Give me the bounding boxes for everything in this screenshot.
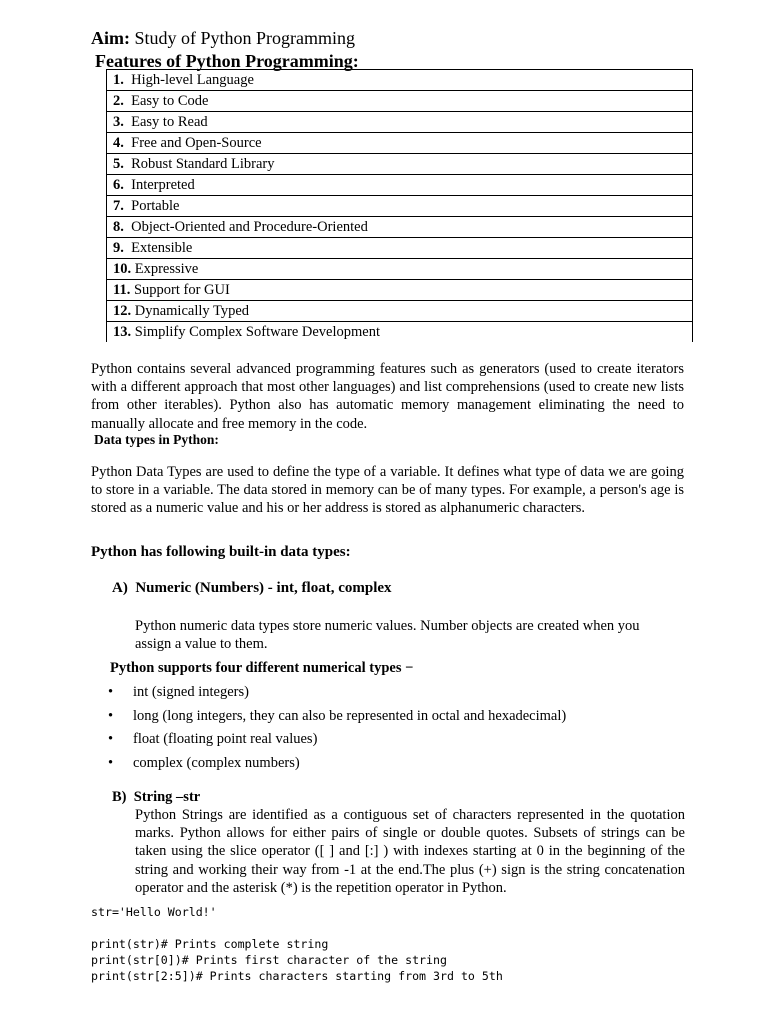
- feature-num: 9.: [113, 240, 124, 256]
- feature-cell: [107, 238, 693, 259]
- section-b-text: Python Strings are identified as a contiguous set of characters represented in the quotation marks. Python allows for either pairs of single or double quotes. Subsets of strings can be taken using the slice operator ([ ] and [:] ) with indexes starting at 0 in the beginning of the string and working their way from -1 at the end.The plus (+) sign is the string concatenation operator and the asterisk (*) is the repetition operator in Python.: [135, 807, 685, 896]
- feature-num: 10.: [113, 261, 132, 277]
- feature-cell: [107, 70, 693, 91]
- table-row: [107, 259, 693, 280]
- feature-text: Dynamically Typed: [134, 303, 250, 319]
- numerical-types-list: [108, 683, 566, 777]
- section-a-title: A) Numeric (Numbers) - int, float, complex: [112, 580, 392, 596]
- table-row: [107, 133, 693, 154]
- aim-line: [91, 28, 355, 49]
- feature-cell: [107, 175, 693, 196]
- code-line-3: print(str[0])# Prints first character of the string: [91, 953, 447, 967]
- feature-text: High-level Language: [131, 72, 254, 88]
- feature-num: 8.: [113, 219, 124, 235]
- feature-num: 4.: [113, 135, 124, 151]
- feature-cell: [107, 280, 693, 301]
- feature-text: Robust Standard Library: [131, 156, 275, 172]
- table-row: [107, 280, 693, 301]
- feature-cell: [107, 196, 693, 217]
- datatypes-paragraph: Python Data Types are used to define the type of a variable. It defines what type of data we are going to store in a variable. The data stored in memory can be of many types. For example, a person's age is stored as a numeric value and his or her address is stored as alphanumeric characters.: [91, 464, 684, 517]
- feature-text: Support for GUI: [133, 282, 230, 298]
- feature-num: 12.: [113, 303, 132, 319]
- feature-text: Easy to Read: [131, 114, 208, 130]
- code-line-1: str='Hello World!': [91, 905, 217, 919]
- intro-paragraph: Python contains several advanced programming features such as generators (used to create iterators with a different approach that most other languages) and list comprehensions (used to create new lists from other iterables). Python also has automatic memory management eliminating the need to manually allocate and free memory in the code.: [91, 361, 684, 432]
- code-line-2: print(str)# Prints complete string: [91, 937, 329, 951]
- table-row: [107, 154, 693, 175]
- feature-text: Extensible: [131, 240, 193, 256]
- code-line-4: print(str[2:5])# Prints characters starting from 3rd to 5th: [91, 969, 503, 983]
- table-row: [107, 238, 693, 259]
- feature-cell: [107, 112, 693, 133]
- feature-num: 7.: [113, 198, 124, 214]
- feature-num: 6.: [113, 177, 124, 193]
- table-row: [107, 112, 693, 133]
- feature-text: Object-Oriented and Procedure-Oriented: [131, 219, 368, 235]
- feature-num: 5.: [113, 156, 124, 172]
- feature-num: 13.: [113, 324, 132, 340]
- feature-num: 2.: [113, 93, 124, 109]
- list-item: • float (floating point real values): [108, 730, 566, 754]
- section-a-text: Python numeric data types store numeric values. Number objects are created when you assign a value to them.: [135, 618, 640, 653]
- feature-text: Simplify Complex Software Development: [134, 324, 381, 340]
- table-row: [107, 91, 693, 112]
- feature-text: Portable: [131, 198, 180, 214]
- table-row: [107, 196, 693, 217]
- feature-cell: [107, 154, 693, 175]
- feature-cell: [107, 133, 693, 154]
- table-row: [107, 175, 693, 196]
- features-title: Features of Python Programming:: [95, 51, 359, 71]
- feature-cell: [107, 259, 693, 280]
- list-item: • int (signed integers): [108, 683, 566, 707]
- list-item: • complex (complex numbers): [108, 754, 566, 778]
- numerical-heading: Python supports four different numerical types −: [110, 660, 414, 676]
- table-row: [107, 70, 693, 91]
- feature-text: Easy to Code: [131, 93, 209, 109]
- feature-text: Interpreted: [131, 177, 195, 193]
- builtin-heading: Python has following built-in data types:: [91, 544, 351, 560]
- feature-num: 3.: [113, 114, 124, 130]
- feature-text: Free and Open-Source: [131, 135, 262, 151]
- aim-text: Study of Python Programming: [130, 28, 356, 48]
- table-row: [107, 217, 693, 238]
- aim-label: Aim:: [91, 28, 130, 48]
- table-row: [107, 301, 693, 322]
- feature-num: 11.: [113, 282, 131, 298]
- feature-cell: [107, 91, 693, 112]
- features-table: [106, 69, 693, 342]
- feature-cell: [107, 217, 693, 238]
- feature-cell: [107, 322, 693, 343]
- datatypes-heading: Data types in Python:: [94, 432, 219, 447]
- list-item: • long (long integers, they can also be represented in octal and hexadecimal): [108, 707, 566, 731]
- section-b-title: B) String –str: [112, 789, 201, 805]
- feature-num: 1.: [113, 72, 124, 88]
- feature-cell: [107, 301, 693, 322]
- feature-text: Expressive: [134, 261, 199, 277]
- table-row: [107, 322, 693, 343]
